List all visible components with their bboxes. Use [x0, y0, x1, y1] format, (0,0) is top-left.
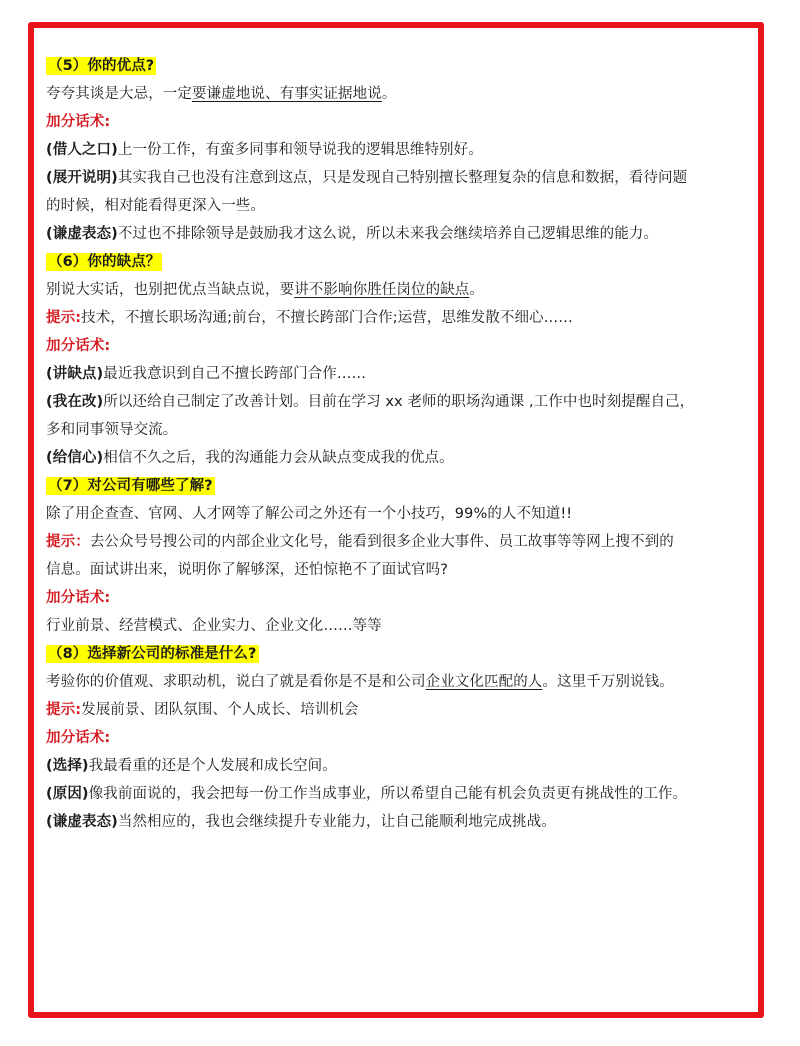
section-5-bonus-label: 加分话术:: [46, 114, 111, 130]
section-5-item-1: (借人之口)上一份工作，有蛮多同事和领导说我的逻辑思维特别好。: [46, 142, 483, 158]
section-5-intro-underlined: 要谦虚地说、有事实证据地说: [192, 86, 382, 102]
section-7-heading: （7）对公司有哪些了解?: [48, 478, 213, 494]
section-5-item-2: (展开说明)其实我自己也没有注意到这点，只是发现自己特别擅长整理复杂的信息和数据，看待问题: [46, 170, 688, 186]
section-5-item-2-cont: 的时候，相对能看得更深入一些。: [46, 198, 265, 214]
section-8-bonus-label: 加分话术:: [46, 730, 111, 746]
section-8-item-3: (谦虚表态)当然相应的，我也会继续提升专业能力，让自己能顺利地完成挑战。: [46, 814, 556, 830]
section-6-heading-line: [46, 248, 762, 276]
section-5-heading: （5）你的优点?: [48, 58, 155, 74]
section-7-heading-line: [46, 472, 762, 500]
section-6-item-2: (我在改)所以还给自己制定了改善计划。目前在学习 xx 老师的职场沟通课 ,工作中也时刻提醒自己，: [46, 394, 695, 410]
section-7-tip-cont: 信息。面试讲出来，说明你了解够深，还怕惊艳不了面试官吗?: [46, 562, 448, 578]
section-8-intro-underlined: 企业文化匹配的人: [425, 674, 543, 690]
section-8-tip: 提示:发展前景、团队氛围、个人成长、培训机会: [46, 702, 359, 718]
document-body: [46, 52, 762, 836]
section-7-intro: 除了用企查查、官网、人才网等了解公司之外还有一个小技巧，99%的人不知道!!: [46, 506, 573, 522]
section-5-intro: 夸夸其谈是大忌，一定要谦虚地说、有事实证据地说。: [46, 86, 397, 102]
section-6-item-2-cont: 多和同事领导交流。: [46, 422, 178, 438]
section-6-item-1: (讲缺点)最近我意识到自己不擅长跨部门合作……: [46, 366, 367, 382]
section-6-bonus-label: 加分话术:: [46, 338, 111, 354]
section-7-tip: 提示：去公众号号搜公司的内部企业文化号，能看到很多企业大事件、员工故事等等网上搜不到的: [46, 534, 674, 550]
section-6-item-3: (给信心)相信不久之后，我的沟通能力会从缺点变成我的优点。: [46, 450, 454, 466]
section-6-heading: （6）你的缺点？: [48, 254, 161, 270]
section-5-item-3: (谦虚表态)不过也不排除领导是鼓励我才这么说，所以未来我会继续培养自己逻辑思维的能力。: [46, 226, 659, 242]
section-8-heading-line: [46, 640, 762, 668]
section-8-heading: （8）选择新公司的标准是什么?: [48, 646, 257, 662]
section-7-bonus-label: 加分话术:: [46, 590, 111, 606]
section-7-bonus-text: 行业前景、经营模式、企业实力、企业文化……等等: [46, 618, 382, 634]
section-6-tip: 提示:技术，不擅长职场沟通;前台，不擅长跨部门合作;运营，思维发散不细心……: [46, 310, 573, 326]
section-8-item-2: (原因)像我前面说的，我会把每一份工作当成事业，所以希望自己能有机会负责更有挑战性的工作。: [46, 786, 688, 802]
section-5-heading-line: [46, 52, 762, 80]
section-6-intro-underlined: 讲不影响你胜任岗位的缺点: [294, 282, 470, 298]
section-6-intro: 别说大实话，也别把优点当缺点说，要讲不影响你胜任岗位的缺点。: [46, 282, 485, 298]
section-8-intro: 考验你的价值观、求职动机，说白了就是看你是不是和公司企业文化匹配的人。这里千万别说钱。: [46, 674, 674, 690]
section-8-item-1: (选择)我最看重的还是个人发展和成长空间。: [46, 758, 337, 774]
